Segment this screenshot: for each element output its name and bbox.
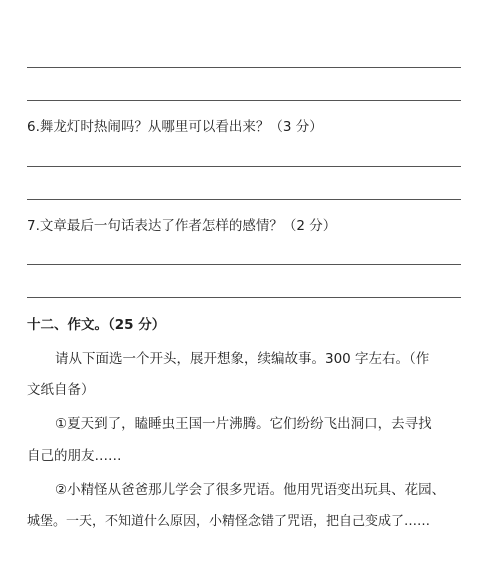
answer-line — [27, 199, 461, 200]
answer-line — [27, 100, 461, 101]
instruction-line-1: 请从下面选一个开头，展开想象，续编故事。300 字左右。（作 — [55, 351, 430, 367]
option-1-line-1: ①夏天到了，瞌睡虫王国一片沸腾。它们纷纷飞出洞口，去寻找 — [55, 416, 432, 432]
question-7: 7.文章最后一句话表达了作者怎样的感情？（2 分） — [27, 218, 337, 234]
option-2-line-2: 城堡。一天，不知道什么原因，小精怪念错了咒语，把自己变成了…… — [27, 514, 431, 529]
answer-line — [27, 264, 461, 265]
answer-line — [27, 297, 461, 298]
instruction-line-2: 文纸自备） — [27, 382, 95, 398]
option-2-line-1: ②小精怪从爸爸那儿学会了很多咒语。他用咒语变出玩具、花园、 — [55, 482, 446, 498]
answer-line — [27, 166, 461, 167]
answer-line — [27, 67, 461, 68]
option-1-line-2: 自己的朋友…… — [27, 448, 122, 464]
question-6: 6.舞龙灯时热闹吗？从哪里可以看出来？（3 分） — [27, 119, 323, 135]
section-heading: 十二、作文。（25 分） — [27, 317, 166, 333]
